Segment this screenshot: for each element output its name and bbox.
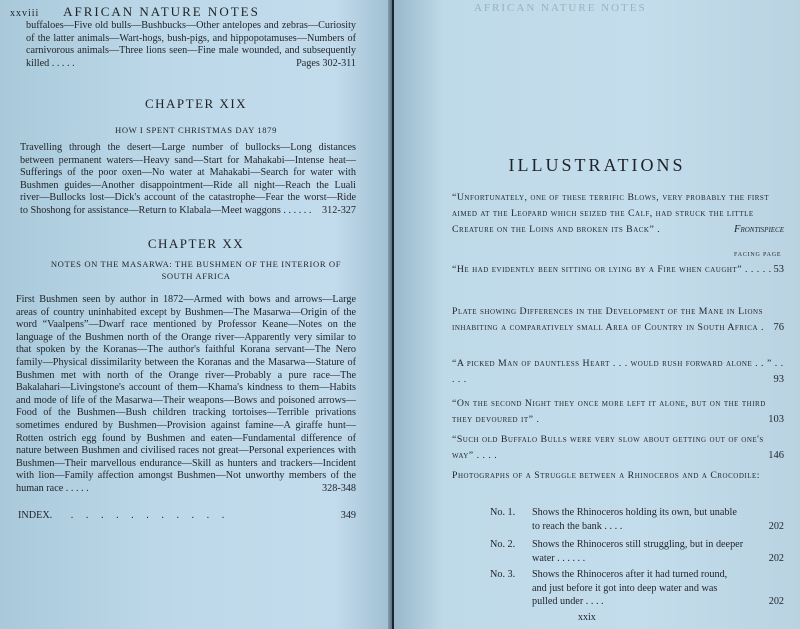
index-page: 349: [340, 510, 356, 521]
left-page: [0, 0, 392, 629]
illustration-entry-3-text: Plate showing Differences in the Development of the Mane in Lions inhabiting a comparatively small Area of Country in South Africa .: [452, 306, 764, 333]
chapter18-summary: [26, 20, 356, 70]
chapter20-title-line1: NOTES ON THE MASARWA: THE BUSHMEN OF THE INTERIOR OF: [50, 259, 342, 269]
chapter20-title-line2: SOUTH AFRICA: [161, 271, 231, 281]
illustration-entry-6-text: “Such old Buffalo Bulls were very slow about getting out of one's way” . . . .: [452, 434, 764, 461]
illustration-entry-2-text: “He had evidently been sitting or lying by a Fire when caught” . . . . .: [452, 264, 772, 275]
rhino-photo-1-number: No. 1.: [490, 507, 516, 518]
chapter20-summary: [16, 294, 356, 496]
illustration-entry-6: [452, 432, 784, 464]
illustration-entry-5-text: “On the second Night they once more left it alone, but on the third they devoured it” .: [452, 398, 766, 425]
right-page: [394, 0, 800, 629]
rhino-photo-1-text: Shows the Rhinoceros holding its own, but unable to reach the bank . . . .: [532, 507, 737, 532]
index-label: INDEX.: [18, 510, 53, 521]
rhino-photo-2-number: No. 2.: [490, 539, 516, 550]
left-running-title: AFRICAN NATURE NOTES: [63, 4, 260, 19]
illustration-entry-7: [452, 468, 784, 484]
illustration-entry-1-text: “Unfortunately, one of these terrific Blows, very probably the first aimed at the Leopard which seized the Calf, had struck the little Creature on the Loins and broken its Back” .: [452, 192, 770, 235]
rhino-photo-1-page: 202: [768, 520, 784, 532]
chapter20-text: First Bushmen seen by author in 1872—Armed with bows and arrows—Large areas of country uninhabited except by Bushmen—The Masarwa—Origin of the word “Vaalpens”—Dwarf race mentioned by Professor Keane—Notes on the language of the Bushmen north of the Orange river—Apparently very similar to that spoken by the Koranas—The author's faithful Korana servant—The Nero family—Physical dissimilarity between the Koranas and the Masarwa—Stature of Bushmen met with north of the Orange river—Probably a pure race—The Bakalahari—Livingstone's account of them—Khama's kindness to them—Habits and mode of life of the Masarwa—Their weapons—Bows and poisoned arrows—Food of the Bushmen—Bush children tracking tortoises—Terrible privations sometimes endured by Bushmen—Provision against famine—A giraffe hunt—Rotten ostrich egg found by Bushmen and eaten—Fundamental difference of nature between Bushmen and civilised races not great—Personal experiences with Bushmen—Their marvellous endurance—Skill as hunters and trackers—Incident with lion—Family affection amongst Bushmen—Not unworthy members of the human race . . . . .: [16, 294, 356, 494]
illustration-entry-3-page: 76: [773, 322, 784, 333]
rhino-photo-1: [490, 506, 784, 533]
right-page-number: xxix: [578, 612, 596, 623]
chapter19-heading: CHAPTER XIX: [144, 96, 248, 111]
illustration-entry-4: [452, 356, 784, 388]
chapter18-pages: Pages 302-311: [296, 57, 356, 69]
chapter20-pages: 328-348: [322, 482, 356, 494]
illustration-entry-2-page: 53: [773, 264, 784, 275]
chapter20-heading: CHAPTER XX: [147, 236, 245, 251]
show-through-text: AFRICAN NATURE NOTES: [474, 2, 647, 14]
index-leader: . . . . . . . . . . .: [70, 510, 230, 521]
chapter20-title: [20, 258, 372, 282]
rhino-photo-2-text: Shows the Rhinoceros still struggling, but in deeper water . . . . . .: [532, 539, 744, 564]
chapter19-pages: 312-327: [322, 204, 356, 216]
illustration-entry-5-page: 103: [768, 414, 784, 425]
left-running-head: [10, 4, 260, 20]
chapter19-text: Travelling through the desert—Large number of bullocks—Long distances between permanent waters—Heavy sand—Start for Mahakabi—Intense heat—Sufferings of the poor oxen—No water at Mahakabi—Search for water with Bushmen guides—Another disappointment—Ride all night—Reach the Luali river—Bullocks lost—Dick's account of the catastrophe—Fear the worst—Ride to Shoshong for assistance—Return to Klabala—Meet waggons . . . . . .: [20, 142, 356, 216]
illustration-entry-3: [452, 304, 784, 336]
illustration-entry-4-page: 93: [773, 374, 784, 385]
rhino-photo-3-page: 202: [768, 596, 784, 607]
rhino-photo-3: [490, 568, 784, 609]
rhino-photo-2: [490, 538, 784, 565]
illustration-entry-2: [452, 262, 784, 278]
illustration-entry-7-text: Photographs of a Struggle between a Rhinoceros and a Crocodile:: [452, 470, 760, 481]
left-page-number: xxviii: [10, 8, 40, 19]
chapter19-title: HOW I SPENT CHRISTMAS DAY 1879: [115, 125, 277, 135]
illustrations-title: ILLUSTRATIONS: [508, 155, 686, 175]
illustration-entry-1-page: Frontispiece: [734, 224, 784, 235]
illustration-entry-5: [452, 396, 784, 428]
chapter19-summary: [20, 142, 356, 218]
chapter18-text: buffaloes—Five old bulls—Bushbucks—Other antelopes and zebras—Curiosity of the latter animals—Wart-hogs, bush-pigs, and hippopotamuses—Numbers of carnivorous animals—Three lions seen—Fine male wounded, and subsequently killed . . . . .: [26, 20, 356, 69]
rhino-photo-2-page: 202: [768, 552, 784, 564]
rhino-photo-3-text: Shows the Rhinoceros after it had turned round, and just before it got into deep water and was pulled under . . . .: [532, 569, 728, 607]
illustration-entry-6-page: 146: [768, 450, 784, 461]
rhino-photo-3-number: No. 3.: [490, 569, 516, 580]
illustration-entry-1: [452, 190, 784, 238]
index-line: [18, 510, 356, 523]
facing-page-label: FACING PAGE: [734, 252, 782, 258]
illustration-entry-4-text: “A picked Man of dauntless Heart . . . would rush forward alone . . ” . . . . .: [452, 358, 784, 385]
